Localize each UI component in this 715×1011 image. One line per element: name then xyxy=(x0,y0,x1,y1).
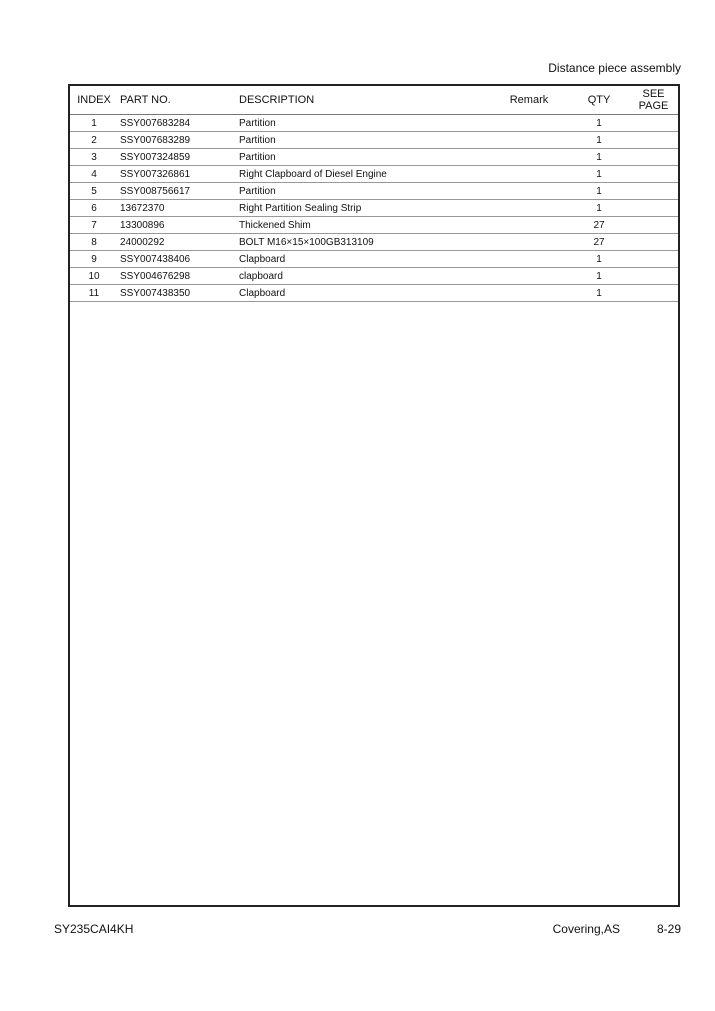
cell-qty: 1 xyxy=(569,115,629,132)
cell-remark xyxy=(489,217,569,234)
cell-qty: 27 xyxy=(569,234,629,251)
column-header-qty: QTY xyxy=(569,86,629,115)
cell-part-no: SSY007683284 xyxy=(118,115,239,132)
column-header-remark: Remark xyxy=(489,86,569,115)
parts-table xyxy=(70,86,678,302)
cell-qty: 1 xyxy=(569,268,629,285)
cell-part-no: SSY007326861 xyxy=(118,166,239,183)
parts-list-frame xyxy=(68,84,680,907)
cell-see-page xyxy=(629,217,678,234)
cell-see-page xyxy=(629,183,678,200)
cell-remark xyxy=(489,149,569,166)
column-header-description: DESCRIPTION xyxy=(239,86,489,115)
cell-see-page xyxy=(629,251,678,268)
table-row xyxy=(70,183,678,200)
see-page-line1: SEE xyxy=(642,88,665,100)
cell-index: 10 xyxy=(70,268,118,285)
table-row xyxy=(70,285,678,302)
table-row xyxy=(70,251,678,268)
cell-description: Partition xyxy=(239,132,489,149)
cell-description: Right Clapboard of Diesel Engine xyxy=(239,166,489,183)
footer-model: SY235CAI4KH xyxy=(54,922,134,936)
cell-qty: 1 xyxy=(569,251,629,268)
cell-remark xyxy=(489,183,569,200)
cell-part-no: SSY008756617 xyxy=(118,183,239,200)
cell-description: Partition xyxy=(239,149,489,166)
cell-see-page xyxy=(629,149,678,166)
table-row xyxy=(70,234,678,251)
cell-qty: 1 xyxy=(569,285,629,302)
cell-part-no: SSY007438350 xyxy=(118,285,239,302)
cell-part-no: SSY007324859 xyxy=(118,149,239,166)
cell-qty: 27 xyxy=(569,217,629,234)
cell-description: Partition xyxy=(239,183,489,200)
assembly-title: Distance piece assembly xyxy=(548,61,681,75)
cell-qty: 1 xyxy=(569,132,629,149)
table-row xyxy=(70,217,678,234)
cell-see-page xyxy=(629,234,678,251)
cell-qty: 1 xyxy=(569,200,629,217)
cell-description: clapboard xyxy=(239,268,489,285)
cell-see-page xyxy=(629,285,678,302)
column-header-part-no: PART NO. xyxy=(118,86,239,115)
table-row xyxy=(70,200,678,217)
cell-see-page xyxy=(629,268,678,285)
cell-part-no: 13300896 xyxy=(118,217,239,234)
cell-remark xyxy=(489,200,569,217)
table-row xyxy=(70,166,678,183)
table-header-row xyxy=(70,86,678,115)
column-header-index: INDEX xyxy=(70,86,118,115)
cell-description: Clapboard xyxy=(239,251,489,268)
column-header-see-page xyxy=(629,86,678,115)
cell-description: Clapboard xyxy=(239,285,489,302)
cell-see-page xyxy=(629,166,678,183)
cell-index: 5 xyxy=(70,183,118,200)
cell-qty: 1 xyxy=(569,166,629,183)
cell-index: 7 xyxy=(70,217,118,234)
footer-page-number: 8-29 xyxy=(656,922,681,936)
cell-part-no: 13672370 xyxy=(118,200,239,217)
cell-index: 3 xyxy=(70,149,118,166)
cell-remark xyxy=(489,234,569,251)
cell-remark xyxy=(489,166,569,183)
cell-remark xyxy=(489,285,569,302)
cell-description: Right Partition Sealing Strip xyxy=(239,200,489,217)
cell-index: 1 xyxy=(70,115,118,132)
cell-index: 6 xyxy=(70,200,118,217)
see-page-line2: PAGE xyxy=(638,100,669,112)
cell-part-no: SSY007438406 xyxy=(118,251,239,268)
cell-index: 11 xyxy=(70,285,118,302)
cell-index: 8 xyxy=(70,234,118,251)
cell-description: Thickened Shim xyxy=(239,217,489,234)
cell-index: 9 xyxy=(70,251,118,268)
cell-remark xyxy=(489,115,569,132)
cell-part-no: SSY004676298 xyxy=(118,268,239,285)
table-row xyxy=(70,149,678,166)
cell-remark xyxy=(489,132,569,149)
cell-see-page xyxy=(629,115,678,132)
cell-qty: 1 xyxy=(569,149,629,166)
table-row xyxy=(70,115,678,132)
table-row xyxy=(70,268,678,285)
footer-section: Covering,AS xyxy=(552,922,620,936)
cell-see-page xyxy=(629,200,678,217)
cell-remark xyxy=(489,268,569,285)
cell-part-no: SSY007683289 xyxy=(118,132,239,149)
table-row xyxy=(70,132,678,149)
cell-qty: 1 xyxy=(569,183,629,200)
cell-index: 2 xyxy=(70,132,118,149)
cell-description: Partition xyxy=(239,115,489,132)
cell-remark xyxy=(489,251,569,268)
cell-description: BOLT M16×15×100GB313109 xyxy=(239,234,489,251)
cell-index: 4 xyxy=(70,166,118,183)
cell-part-no: 24000292 xyxy=(118,234,239,251)
cell-see-page xyxy=(629,132,678,149)
